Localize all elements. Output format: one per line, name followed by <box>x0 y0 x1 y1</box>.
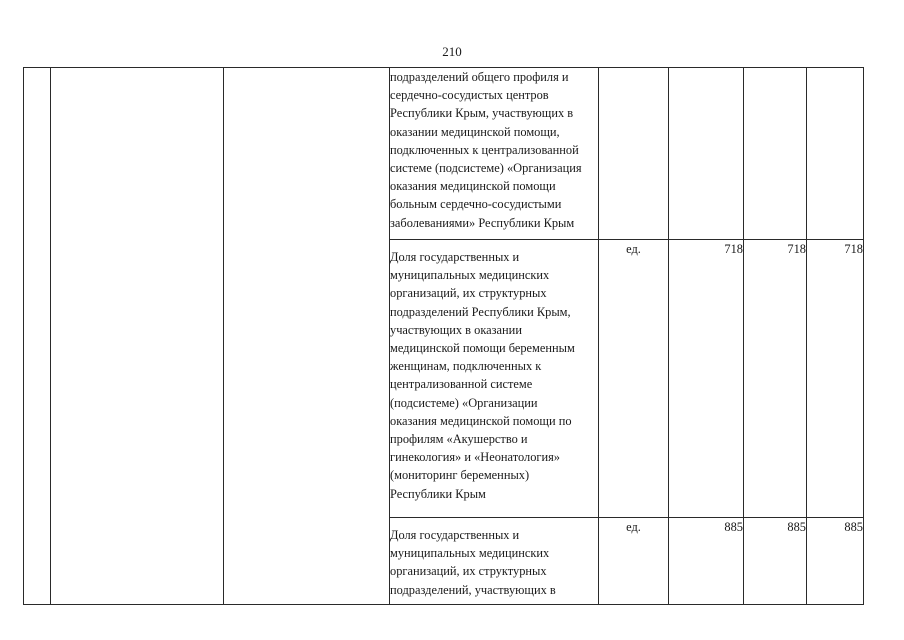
unit-cell: ед. <box>599 518 669 605</box>
description-line: централизованной системе <box>390 377 533 392</box>
description-line: подразделений, участвующих в <box>390 582 556 597</box>
value-cell-1 <box>669 68 744 240</box>
description-line: Республики Крым <box>390 486 486 501</box>
value-cell-3 <box>807 68 864 240</box>
description-line: Республики Крым, участвующих в <box>390 106 574 121</box>
table-row <box>24 68 864 240</box>
description-line: муниципальных медицинских <box>390 546 550 561</box>
indicator-table <box>23 67 864 605</box>
indicator-description <box>390 68 599 240</box>
description-line: оказания медицинской помощи по <box>390 413 572 428</box>
description-line: (подсистеме) «Организации <box>390 395 538 410</box>
description-line: Доля государственных и <box>390 528 520 542</box>
unit-cell: ед. <box>599 240 669 518</box>
description-line: организаций, их структурных <box>390 286 547 301</box>
description-line: женщинам, подключенных к <box>390 359 542 374</box>
description-line: системе (подсистеме) «Организация <box>390 161 582 176</box>
description-line: муниципальных медицинских <box>390 268 550 283</box>
description-line: больным сердечно-сосудистыми <box>390 197 562 212</box>
description-line: оказания медицинской помощи <box>390 179 556 194</box>
description-line: сердечно-сосудистых центров <box>390 88 549 103</box>
value-cell-2: 718 <box>744 240 807 518</box>
value-cell-1: 885 <box>669 518 744 605</box>
description-line: подразделений Республики Крым, <box>390 304 571 319</box>
number-cell <box>24 68 51 605</box>
program-cell <box>51 68 224 605</box>
description-line: оказании медицинской помощи, <box>390 124 560 139</box>
value-cell-1: 718 <box>669 240 744 518</box>
indicator-description <box>390 518 599 605</box>
activity-cell <box>224 68 390 605</box>
indicator-description <box>390 240 599 518</box>
description-line: организаций, их структурных <box>390 564 547 579</box>
value-cell-3: 718 <box>807 240 864 518</box>
description-line: Доля государственных и <box>390 250 520 264</box>
description-line: подключенных к централизованной <box>390 142 579 157</box>
description-line: гинекология» и «Неонатология» <box>390 450 560 465</box>
description-line: профилям «Акушерство и <box>390 432 528 447</box>
description-line: медицинской помощи беременным <box>390 341 575 356</box>
description-line: участвующих в оказании <box>390 322 522 337</box>
page-number: 210 <box>442 44 462 59</box>
description-line: подразделений общего профиля и <box>390 70 569 84</box>
value-cell-3: 885 <box>807 518 864 605</box>
value-cell-2: 885 <box>744 518 807 605</box>
unit-cell <box>599 68 669 240</box>
description-line: (мониторинг беременных) <box>390 468 530 483</box>
value-cell-2 <box>744 68 807 240</box>
description-line: заболеваниями» Республики Крым <box>390 215 575 230</box>
